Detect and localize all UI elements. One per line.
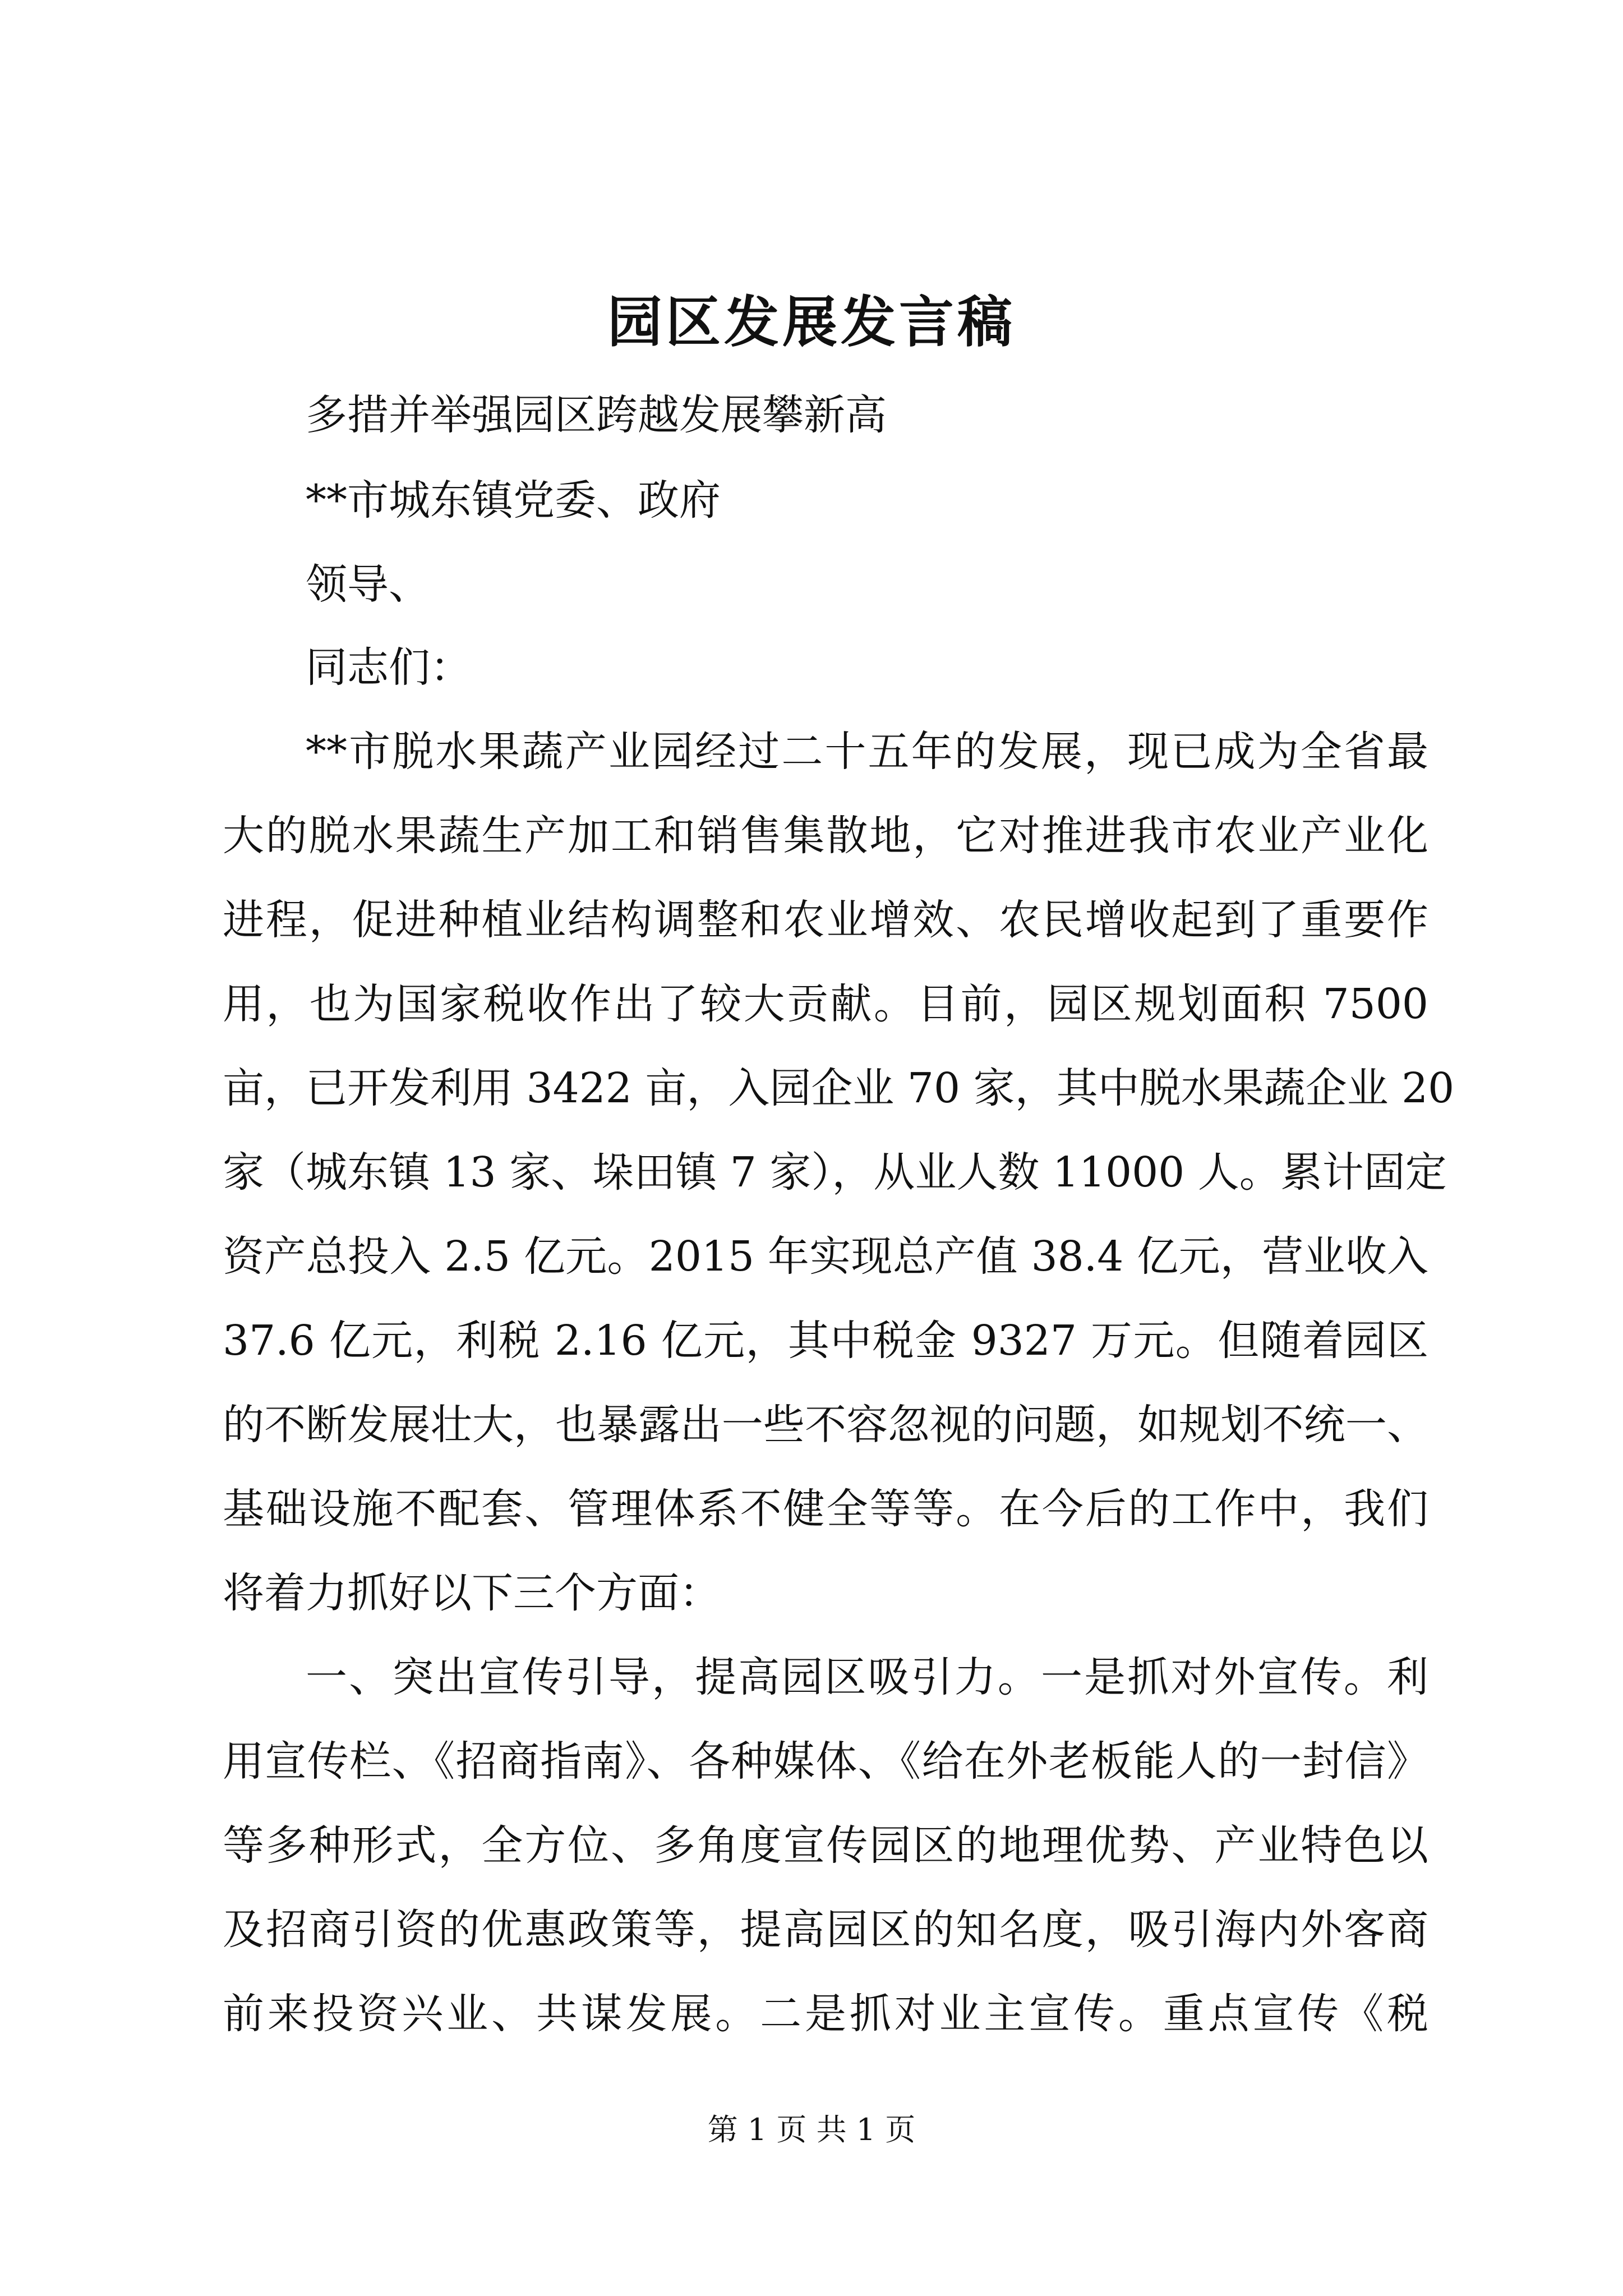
paragraph-1-line: 亩，已开发利用 3422 亩，入园企业 70 家，其中脱水果蔬企业 20 bbox=[223, 1064, 1455, 1112]
author-line: **市城东镇党委、政府 bbox=[306, 476, 721, 524]
paragraph-2-line: 等多种形式，全方位、多角度宣传园区的地理优势、产业特色以 bbox=[223, 1821, 1428, 1870]
paragraph-1-line: 的不断发展壮大，也暴露出一些不容忽视的问题，如规划不统一、 bbox=[223, 1401, 1428, 1449]
salutation-comrades: 同志们： bbox=[306, 643, 472, 692]
paragraph-1-line: 用，也为国家税收作出了较大贡献。目前，园区规划面积 7500 bbox=[223, 980, 1428, 1028]
paragraph-2-line: 用宣传栏、《招商指南》、各种媒体、《给在外老板能人的一封信》 bbox=[223, 1737, 1428, 1786]
paragraph-2-line: 前来投资兴业、共谋发展。二是抓对业主宣传。重点宣传《税 bbox=[223, 1990, 1428, 2038]
paragraph-2-line: 及招商引资的优惠政策等，提高园区的知名度，吸引海内外客商 bbox=[223, 1906, 1428, 1954]
paragraph-1-line: 基础设施不配套、管理体系不健全等等。在今后的工作中，我们 bbox=[223, 1485, 1428, 1533]
salutation-leaders: 领导、 bbox=[306, 560, 430, 609]
paragraph-1-line: 将着力抓好以下三个方面： bbox=[223, 1569, 721, 1617]
paragraph-1-line: 大的脱水果蔬生产加工和销售集散地，它对推进我市农业产业化 bbox=[223, 812, 1428, 860]
paragraph-1-line: 37.6 亿元，利税 2.16 亿元，其中税金 9327 万元。但随着园区 bbox=[223, 1317, 1428, 1365]
paragraph-1-line: 资产总投入 2.5 亿元。2015 年实现总产值 38.4 亿元，营业收入 bbox=[223, 1232, 1428, 1281]
document-title: 园区发展发言稿 bbox=[607, 290, 1016, 355]
document-subtitle: 多措并举强园区跨越发展攀新高 bbox=[306, 391, 887, 439]
paragraph-1-line: 家（城东镇 13 家、垛田镇 7 家），从业人数 11000 人。累计固定 bbox=[223, 1148, 1447, 1197]
paragraph-1-line: **市脱水果蔬产业园经过二十五年的发展，现已成为全省最 bbox=[306, 728, 1428, 776]
paragraph-2-line: 一、突出宣传引导，提高园区吸引力。一是抓对外宣传。利 bbox=[306, 1653, 1428, 1701]
page-number-footer: 第 1 页 共 1 页 bbox=[707, 2112, 916, 2147]
paragraph-1-line: 进程，促进种植业结构调整和农业增效、农民增收起到了重要作 bbox=[223, 896, 1428, 944]
